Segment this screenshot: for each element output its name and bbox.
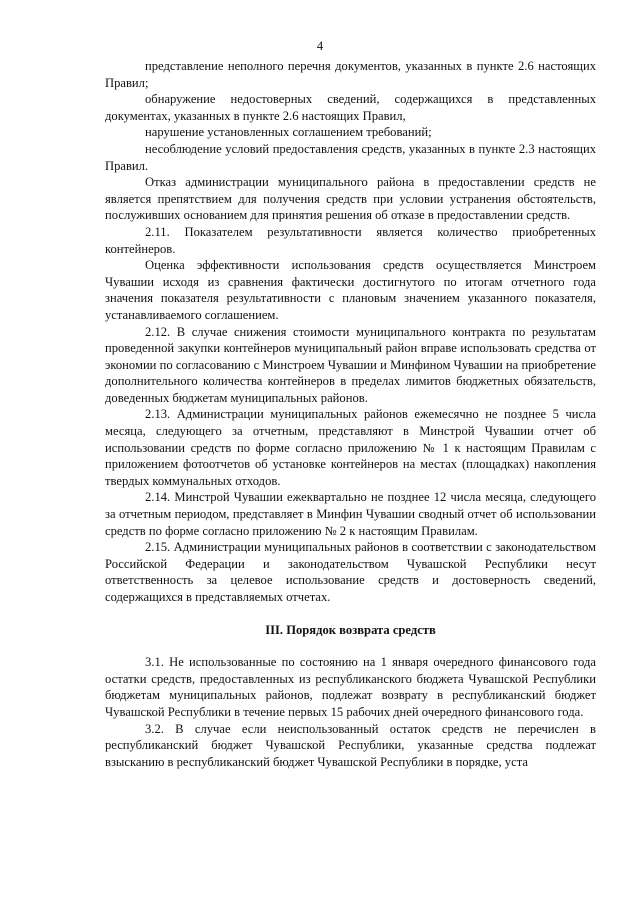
paragraph-3-2: 3.2. В случае если неиспользованный остаток средств не перечислен в республиканский бюджет Чувашской Республики, указанные средства подлежат взысканию в республиканский бюджет Чувашской Республики в порядке, уста [105, 721, 596, 769]
page-number: 4 [316, 39, 324, 53]
paragraph-agreement-violation: нарушение установленных соглашением требований; [145, 125, 432, 140]
paragraph-conditions-noncompliance: несоблюдение условий предоставления средств, указанных в пункте 2.3 настоящих Правил. [105, 141, 596, 173]
document-body [105, 58, 596, 770]
paragraph-2-14: 2.14. Минстрой Чувашии ежеквартально не позднее 12 числа месяца, следующего за отчетным периодом, представляет в Минфин Чувашии сводный отчет об использовании средств по форме согласно приложению № 2 к настоящим Правилам. [105, 490, 596, 538]
paragraph-refusal: Отказ администрации муниципального района в предоставлении средств не является препятствием для получения средств при условии устранения обстоятельств, послуживших основанием для принятия решения об отказе в предоставлении средств. [105, 175, 596, 223]
paragraph-2-15: 2.15. Администрации муниципальных районов в соответствии с законодательством Российской Федерации и законодательством Чувашской Республики несут ответственность за целевое использование средств и достоверность сведений, содержащихся в представляемых отчетах. [105, 540, 596, 604]
paragraph-2-12: 2.12. В случае снижения стоимости муниципального контракта по результатам проведенной закупки контейнеров муниципальный район вправе использовать средства от экономии по согласованию с Минстроем Чувашии и Минфином Чувашии на приобретение дополнительного количества контейнеров в пределах лимитов бюджетных обязательств, доведенных бюджетам муниципальных районов. [105, 324, 596, 405]
paragraph-efficiency-assessment: Оценка эффективности использования средств осуществляется Минстроем Чувашии исходя из сравнения фактически достигнутого по итогам отчетного года значения показателя результативности с плановым значением указанного показателя, устанавливаемого соглашением. [105, 258, 596, 322]
paragraph-unreliable-info: обнаружение недостоверных сведений, содержащихся в представленных документах, указанных в пункте 2.6 настоящих Правил, [105, 92, 596, 123]
paragraph-incomplete-documents: представление неполного перечня документов, указанных в пункте 2.6 настоящих Правил; [105, 59, 596, 90]
paragraph-3-1: 3.1. Не использованные по состоянию на 1 января очередного финансового года остатки средств, предоставленных из республиканского бюджета Чувашской Республики бюджетам муниципальных районов, подлежат возврату в республиканский бюджет Чувашской Республики в течение первых 15 рабочих дней очередного финансового года. [105, 655, 596, 719]
section-heading: III. Порядок возврата средств [265, 622, 436, 637]
paragraph-2-13: 2.13. Администрации муниципальных районов ежемесячно не позднее 5 числа месяца, следующего за отчетным, представляют в Минстрой Чувашии отчет об использовании средств по форме согласно приложению № 1 к настоящим Правилам с приложением фотоотчетов об установке контейнеров на местах (площадках) накопления твердых коммунальных отходов. [105, 407, 596, 488]
paragraph-2-11: 2.11. Показателем результативности является количество приобретенных контейнеров. [105, 224, 596, 256]
